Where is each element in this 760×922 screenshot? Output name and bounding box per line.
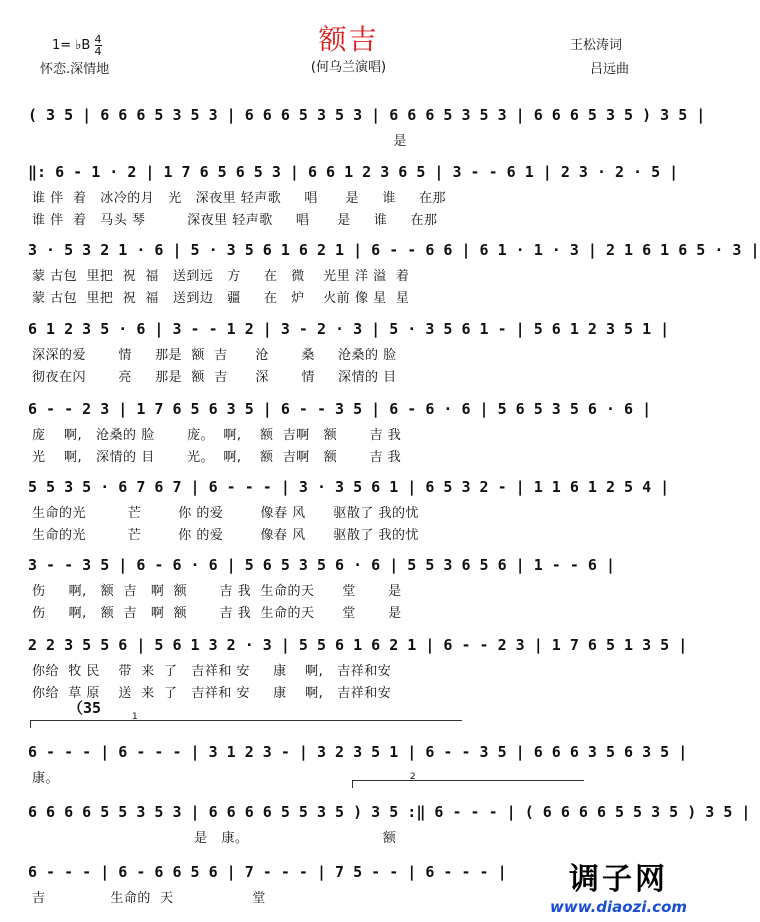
lyricist-credit: 王松涛词 (570, 38, 623, 53)
notation-line: 6 6 6 6 5 5 3 5 3 | 6 6 6 6 5 5 3 5 ) 3 5 :‖ 6 - - - | ( 6 6 6 6 5 5 3 5 ) 3 5 | (28, 803, 751, 821)
lyric-line: 谁 伴 着 冰冷的月 光 深夜里 轻声歌 唱 是 谁 在那 (32, 191, 446, 206)
lyric-line: 庞 啊, 沧桑的 脸 庞。 啊, 额 吉啊 额 吉 我 (32, 428, 402, 443)
lyric-line: 是 康。 额 (32, 831, 397, 846)
volta-1-bracket (30, 720, 462, 721)
lyric-line: 生命的光 芒 你 的爱 像春 风 驱散了 我的忧 (32, 506, 419, 521)
notation-line: 3 - - 3 5 | 6 - 6 · 6 | 5 6 5 3 5 6 · 6 | 5 5 3 6 5 6 | 1 - - 6 | (28, 556, 615, 574)
lyric-line: 你给 草 原 送 来 了 吉祥和 安 康 啊, 吉祥和安 (32, 686, 392, 701)
composer-credit: 吕远曲 (590, 62, 630, 77)
notation-line: 6 - - 2 3 | 1 7 6 5 6 3 5 | 6 - - 3 5 | 6 - 6 · 6 | 5 6 5 3 5 6 · 6 | (28, 400, 652, 418)
lyric-line: 光 啊, 深情的 目 光。 啊, 额 吉啊 额 吉 我 (32, 450, 402, 465)
singer-credit: (何乌兰演唱) (310, 60, 387, 75)
lyric-line: 谁 伴 着 马头 琴 深夜里 轻声歌 唱 是 谁 在那 (32, 213, 438, 228)
volta-1-tick (30, 720, 31, 728)
notation-line: 6 1 2 3 5 · 6 | 3 - - 1 2 | 3 - 2 · 3 | 5 · 3 5 6 1 - | 5 6 1 2 3 5 1 | (28, 320, 670, 338)
notation-line: ( 3 5 | 6 6 6 5 3 5 3 | 6 6 6 5 3 5 3 | 6 6 6 5 3 5 3 | 6 6 6 5 3 5 ) 3 5 | (28, 106, 706, 124)
lyric-line: 康。 (32, 771, 60, 786)
notation-line: 6 - - - | 6 - - - | 3 1 2 3 - | 3 2 3 5 1 | 6 - - 3 5 | 6 6 6 3 5 6 3 5 | (28, 743, 688, 761)
lyric-line: 是 (32, 134, 407, 149)
notation-line: 3 · 5 3 2 1 · 6 | 5 · 3 5 6 1 6 2 1 | 6 - - 6 6 | 6 1 · 1 · 3 | 2 1 6 1 6 5 · 3 | (28, 241, 760, 259)
notation-line: 6 - - - | 6 - 6 6 5 6 | 7 - - - | 7 5 - - | 6 - - - | (28, 863, 507, 881)
lyric-line: 深深的爱 情 那是 额 吉 沧 桑 沧桑的 脸 (32, 348, 397, 363)
volta-2-number: 2 (410, 772, 416, 782)
lyric-line: 生命的光 芒 你 的爱 像春 风 驱散了 我的忧 (32, 528, 419, 543)
lyric-line: 吉 生命的 天 堂 (32, 891, 266, 906)
lyric-line: 你给 牧 民 带 来 了 吉祥和 安 康 啊, 吉祥和安 (32, 664, 392, 679)
notation-line: 2 2 3 5 5 6 | 5 6 1 3 2 · 3 | 5 5 6 1 6 2 1 | 6 - - 2 3 | 1 7 6 5 1 3 5 | (28, 636, 688, 654)
lyric-line: 彻夜在闪 亮 那是 额 吉 深 情 深情的 目 (32, 370, 397, 385)
watermark-logo: 调子网 (568, 862, 668, 897)
volta-2-tick (352, 780, 353, 788)
watermark (550, 854, 687, 916)
tempo-marking: 怀恋.深情地 (40, 62, 110, 77)
time-denominator: 4 (94, 45, 102, 58)
notation-line: 5 5 3 5 · 6 7 6 7 | 6 - - - | 3 · 3 5 6 1 | 6 5 3 2 - | 1 1 6 1 2 5 4 | (28, 478, 670, 496)
lyric-line: 伤 啊, 额 吉 啊 额 吉 我 生命的天 堂 是 (32, 606, 402, 621)
lyric-line: 伤 啊, 额 吉 啊 额 吉 我 生命的天 堂 是 (32, 584, 402, 599)
key-text: 1= ♭B (52, 38, 91, 53)
time-numerator: 4 (94, 33, 102, 46)
lyric-line: 蒙 古包 里把 祝 福 送到边 疆 在 炉 火前 像 星 星 (32, 291, 410, 306)
pickup-label: （35 (68, 699, 102, 717)
volta-1-number: 1 (132, 712, 138, 722)
lyric-line: 蒙 古包 里把 祝 福 送到远 方 在 微 光里 洋 溢 着 (32, 269, 410, 284)
volta-2-bracket (352, 780, 584, 781)
song-title: 额吉 (318, 23, 379, 56)
watermark-url: www.diaozi.com (549, 898, 687, 916)
notation-line: ‖: 6 - 1 · 2 | 1 7 6 5 6 5 3 | 6 6 1 2 3 6 5 | 3 - - 6 1 | 2 3 · 2 · 5 | (28, 163, 679, 181)
